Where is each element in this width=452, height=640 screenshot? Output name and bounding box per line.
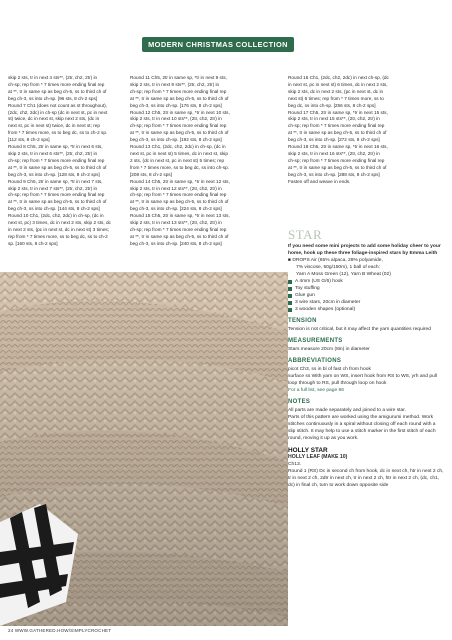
- notes-text: All parts are made separately and joined to a wire star.: [288, 408, 406, 413]
- abbreviation-note: For a full list, see page 86: [288, 388, 345, 393]
- material-item: [288, 278, 444, 285]
- abbreviations-heading: ABBREVIATIONS: [288, 358, 342, 364]
- pattern-text: skip 2 sts, tr in next 4 sts**, (2tr, ch2, 2tr) in ch-sp; rep from * 7 times more ending final rep at **, tr in same sp as beg ch-5, ss to third ch of beg ch-3, ss into ch-sp. [96 sts, 8 ch-2 sps] Round 7 Ch1 (does not count as st throughout), (2dc, ch2, 2dc) in ch-sp (dc in next st, pc in next st) twice, dc in next st, skip next 2 sts, (dc in next st, pc in next st) twice, dc in next st; rep from * 7 times more, ss to beg dc, ss to ch-2 sp. [112 sts, 8 ch-2 sps] Round 8 Ch5, 2tr in same sp, *tr in next 6 sts, skip 2 sts, tr in next 6 sts**, (2tr, ch2, 2tr) in ch-sp; rep from * 7 times more ending final rep at **, tr in same sp as beg ch-5, ss to third ch of beg ch-3, ss into ch-sp. [128 sts, 8 ch-2 sps] Round 9 Ch5, 2tr in same sp, *tr in next 7 sts, skip 2 sts, tr in next 7 sts**, (2tr, ch2, 2tr) in ch-sp; rep from * 7 times more ending final rep at **, tr in same sp as beg ch-5, ss to third ch of beg ch-3, ss into ch-sp. [144 sts, 8 ch-2 sps] Round 10 Ch1, (2dc, ch2, 2dc) in ch-sp, (dc in next st, pc) 3 times, dc in next 2 sts, skip 2 sts, dc in next 2 sts, (pc in next st, dc in next st) 3 times; rep from * 7 times more, ss to beg dc, ss to ch-2 sp. [160 sts, 8 ch-2 sps]: [8, 75, 111, 246]
- tension-heading: TENSION: [288, 318, 317, 324]
- pattern-text: Round 11 Ch5, 2tr in same sp, *tr in next 9 sts, skip 2 sts, tr in next 9 sts**, (2tr, ch2, 2tr) in ch-sp; rep from * 7 times more ending final rep at **, tr in same sp as beg ch-5, ss to third ch of beg ch-3, ss into ch-sp. [176 sts, 8 ch-2 sps] Round 12 Ch5, 2tr in same sp, *tr in next 10 sts, skip 2 sts, tr in next 10 sts**, (2tr, ch2, 2tr) in ch-sp; rep from * 7 times more ending final rep at **, tr in same sp as beg ch-5, ss to third ch of beg ch-3, ss into ch-sp. [192 sts, 8 ch-2 sps] Round 13 Ch1, (2dc, ch2, 2dc) in ch-sp, (dc in next st, pc in next st) 5 times, dc in next st, skip 2 sts, (dc in next st, pc in next st) 5 times; rep from * 7 times more, ss to beg dc, ss into ch-sp. [208 sts, 8 ch-2 sps] Round 14 Ch5, 2tr in same sp, *tr in next 12 sts, skip 2 sts, tr in next 12 sts**, (2tr, ch2, 2tr) in ch-sp; rep from * 7 times more ending final rep at **, tr in same sp as beg ch-5, ss to third ch of beg ch-3, ss into ch-sp. [224 sts, 8 ch-2 sps] Round 15 Ch5, 2tr in same sp, *tr in next 13 sts, skip 2 sts, tr in next 13 sts**, (2tr, ch2, 2tr) in ch-sp; rep from * 7 times more ending final rep at **, tr in same sp as beg ch-5, ss to third ch of beg ch-3, ss into ch-sp. [240 sts, 8 ch-2 sps]: [130, 75, 230, 246]
- bullet-icon: [288, 301, 292, 305]
- yarn-line: ■ DROPS Air (65% alpaca, 28% polyamide,: [288, 258, 383, 263]
- tension-text: Tension is not critical, but it may affect the yarn quantities required: [288, 327, 431, 332]
- bullet-icon: [288, 280, 292, 284]
- bullet-icon: [288, 294, 292, 298]
- material-label: 3 wire stars, 20cm in diameter: [295, 300, 361, 305]
- material-label: A 4mm (US G/6) hook: [295, 279, 343, 284]
- notes-text: Parts of this pattern are worked using the amigurumi method. Work stitches continuously in a spiral without closing off each round with a slip stitch. It may help to use a stitch marker in the first stitch of each round, moving it up as you work.: [288, 415, 436, 441]
- measurements-heading: MEASUREMENTS: [288, 338, 343, 344]
- crochet-blanket-photo: [0, 272, 288, 626]
- bullet-icon: [288, 308, 292, 312]
- material-item: [288, 292, 444, 299]
- pattern-column-1: [8, 75, 128, 248]
- pattern-column-2: [130, 75, 282, 248]
- material-item: [288, 285, 444, 292]
- section-title: MODERN CHRISTMAS COLLECTION: [148, 40, 288, 49]
- notes-heading: NOTES: [288, 399, 311, 405]
- yarn-line: 7% viscose, 50g/150m), 1 ball of each:: [296, 265, 381, 270]
- page-footer: 24 WWW.GATHERED.HOW/SIMPLYCROCHET: [8, 628, 112, 633]
- blanket-texture: [0, 272, 288, 626]
- material-label: Glue gun: [295, 293, 315, 298]
- holly-round-1: Round 1 (RS) Dc in second ch from hook, dc in next ch, htr in next 2 ch, tr in next 2 ch, 2dtr in next ch, tr in next 2 ch, htr in next 2 ch, (dc, ch1, dc) in final ch, turn to work down opposite side: [288, 469, 444, 488]
- material-label: 3 wooden shapes (optional): [295, 307, 356, 312]
- material-item: [288, 306, 444, 313]
- holly-star-heading: HOLLY STAR: [288, 447, 328, 454]
- yarn-line: Yarn A Moss Green (12), Yarn B Wheat (02): [296, 272, 391, 277]
- material-item: [288, 299, 444, 306]
- pattern-text: Round 16 Ch1, (2dc, ch2, 2dc) in next ch-sp, (dc in next st, pc in next st) 6 times, dc in next 2 sts, skip 2 sts, dc in next 2 sts, (pc in next st, dc in next st) 6 times; rep from * 7 times more, ss to beg dc, ss into ch-sp. [256 sts, 8 ch-2 sps] Round 17 Ch5, 2tr in same sp, *tr in next 15 sts, skip 2 sts, tr in next 15 sts**, (2tr, ch2, 2tr) in ch-sp; rep from * 7 times more ending final rep at **, tr in same sp as beg ch-5, ss to third ch of beg ch-3, ss into ch-sp. [272 sts, 8 ch-2 sps] Round 18 Ch5, 2tr in same sp, *tr in next 16 sts, skip 2 sts, tr in next 16 sts**, (2tr, ch2, 2tr) in ch-sp; rep from * 7 times more ending final rep at **, tr in same sp as beg ch-5, ss to third ch of beg ch-3, ss into ch-sp. [288 sts, 8 ch-2 sps] Fasten off and weave in ends.: [288, 75, 389, 184]
- bullet-icon: [288, 287, 292, 291]
- star-heading: STAR: [288, 227, 323, 242]
- section-banner: [142, 37, 294, 52]
- abbreviation: picot Ch3, ss in bl of fast ch from hook: [288, 367, 371, 372]
- holly-chain: Ch13.: [288, 462, 302, 467]
- material-label: Toy stuffing: [295, 286, 320, 291]
- holly-leaf-subheading: HOLLY LEAF (MAKE 10): [288, 454, 348, 460]
- abbreviation: surface ss With yarn on WS, insert hook from RS to WS, yrh and pull loop through to RS, pull through loop on hook: [288, 374, 437, 386]
- star-intro: If you need some mini projects to add some holiday cheer to your home, hook up these three foliage-inspired stars by Emma Leith: [288, 244, 441, 256]
- pattern-column-3: [288, 75, 440, 186]
- measurements-text: Stars measure 20cm (8in) in diameter: [288, 347, 370, 352]
- star-pattern-column: [288, 243, 444, 489]
